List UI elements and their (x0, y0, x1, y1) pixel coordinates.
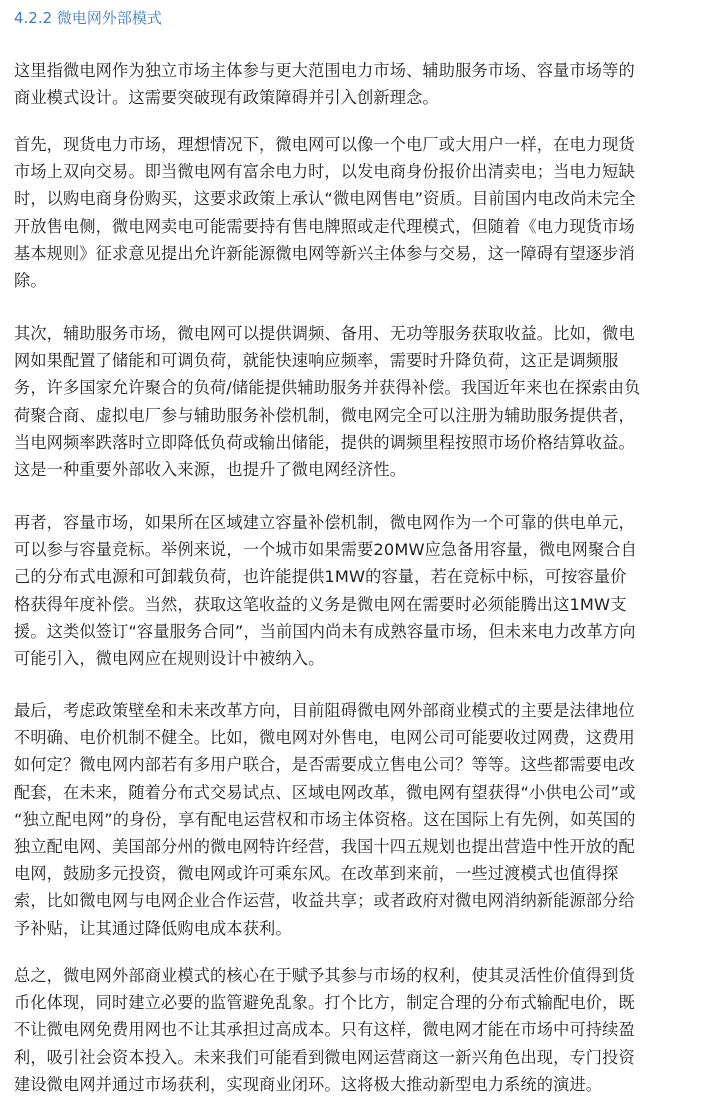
paragraph-line: 如何定？微电网内部若有多用户联合，是否需要成立售电公司？等等。这些都需要电改 (14, 755, 635, 775)
paragraph-summary (14, 962, 689, 1098)
paragraph-ancillary-services (14, 320, 689, 483)
paragraph-line: 网如果配置了储能和可调负荷，就能快速响应频率，需要时升降负荷，这正是调频服 (14, 351, 619, 371)
paragraph-spot-market (14, 131, 689, 294)
paragraph-line: 格获得年度补偿。当然，获取这笔收益的义务是微电网在需要时必须能腾出这1MW支 (14, 594, 627, 614)
paragraph-line: 时，以购电商身份购买，这要求政策上承认“微电网售电”资质。目前国内电改尚未完全 (14, 189, 636, 209)
paragraph-line: 索，比如微电网与电网企业合作运营，收益共享；或者政府对微电网消纳新能源部分给 (14, 891, 635, 911)
paragraph-line: 总之，微电网外部商业模式的核心在于赋予其参与市场的权利，使其灵活性价值得到货 (14, 966, 635, 985)
paragraph-line: 援。这类似签订“容量服务合同”，当前国内尚未有成熟容量市场，但未来电力改革方向 (14, 621, 636, 641)
paragraph-line: 最后，考虑政策壁垒和未来改革方向，目前阻碍微电网外部商业模式的主要是法律地位 (14, 701, 635, 720)
paragraph-line: 基本规则》征求意见提出允许新能源微电网等新兴主体参与交易，这一障碍有望逐步消 (14, 243, 635, 263)
paragraph-intro (14, 57, 689, 111)
paragraph-line: 电网，鼓励多元投资，微电网或许可乘东风。在改革到来前，一些过渡模式也值得探 (14, 864, 619, 884)
paragraph-line: 配套，在未来，随着分布式交易试点、区域电网改革，微电网有望获得“小供电公司”或 (14, 782, 636, 802)
paragraph-line: 币化体现，同时建立必要的监管避免乱象。打个比方，制定合理的分布式输配电价，既 (14, 993, 635, 1013)
paragraph-line: 市场上双向交易。即当微电网有富余电力时，以发电商身份报价出清卖电；当电力短缺 (14, 162, 635, 182)
paragraph-line: 独立配电网、美国部分州的微电网特许经营，我国十四五规划也提出营造中性开放的配 (14, 837, 635, 857)
paragraph-capacity-market (14, 509, 689, 672)
paragraph-line: 可能引入，微电网应在规则设计中被纳入。 (14, 649, 325, 669)
paragraph-line: 除。 (14, 271, 47, 291)
paragraph-line: 当电网频率跌落时立即降低负荷或输出储能，提供的调频里程按照市场价格结算收益。 (14, 432, 635, 452)
paragraph-line: 其次，辅助服务市场，微电网可以提供调频、备用、无功等服务获取收益。比如，微电 (14, 324, 635, 343)
paragraph-line: 不让微电网免费用网也不让其承担过高成本。只有这样，微电网才能在市场中可持续盈 (14, 1020, 635, 1040)
paragraph-line: 商业模式设计。这需要突破现有政策障碍并引入创新理念。 (14, 88, 439, 108)
paragraph-line: 建设微电网并通过市场获利，实现商业闭环。这将极大推动新型电力系统的演进。 (14, 1074, 603, 1094)
paragraph-line: 予补贴，让其通过降低购电成本获利。 (14, 918, 292, 938)
paragraph-line: 荷聚合商、虚拟电厂参与辅助服务补偿机制，微电网完全可以注册为辅助服务提供者， (14, 405, 635, 425)
paragraph-policy-barriers (14, 697, 689, 942)
section-heading: 4.2.2 微电网外部模式 (14, 9, 162, 27)
paragraph-line: 这里指微电网作为独立市场主体参与更大范围电力市场、辅助服务市场、容量市场等的 (14, 61, 635, 80)
paragraph-line: 这是一种重要外部收入来源，也提升了微电网经济性。 (14, 460, 407, 480)
paragraph-line: 务，许多国家允许聚合的负荷/储能提供辅助服务并获得补偿。我国近年来也在探索由负 (14, 378, 641, 398)
paragraph-line: 不明确、电价机制不健全。比如，微电网对外售电，电网公司可能要收过网费，这费用 (14, 728, 635, 748)
paragraph-line: 利，吸引社会资本投入。未来我们可能看到微电网运营商这一新兴角色出现，专门投资 (14, 1047, 635, 1067)
paragraph-line: “独立配电网”的身份，享有配电运营权和市场主体资格。这在国际上有先例，如英国的 (14, 809, 636, 829)
paragraph-line: 再者，容量市场，如果所在区域建立容量补偿机制，微电网作为一个可靠的供电单元， (14, 513, 635, 532)
paragraph-line: 首先，现货电力市场，理想情况下，微电网可以像一个电厂或大用户一样，在电力现货 (14, 135, 635, 154)
paragraph-line: 己的分布式电源和可卸载负荷，也许能提供1MW的容量，若在竞标中标，可按容量价 (14, 567, 627, 587)
paragraph-line: 开放售电侧，微电网卖电可能需要持有售电牌照或走代理模式，但随着《电力现货市场 (14, 216, 635, 236)
paragraph-line: 可以参与容量竞标。举例来说，一个城市如果需要20MW应急备用容量，微电网聚合自 (14, 540, 637, 560)
